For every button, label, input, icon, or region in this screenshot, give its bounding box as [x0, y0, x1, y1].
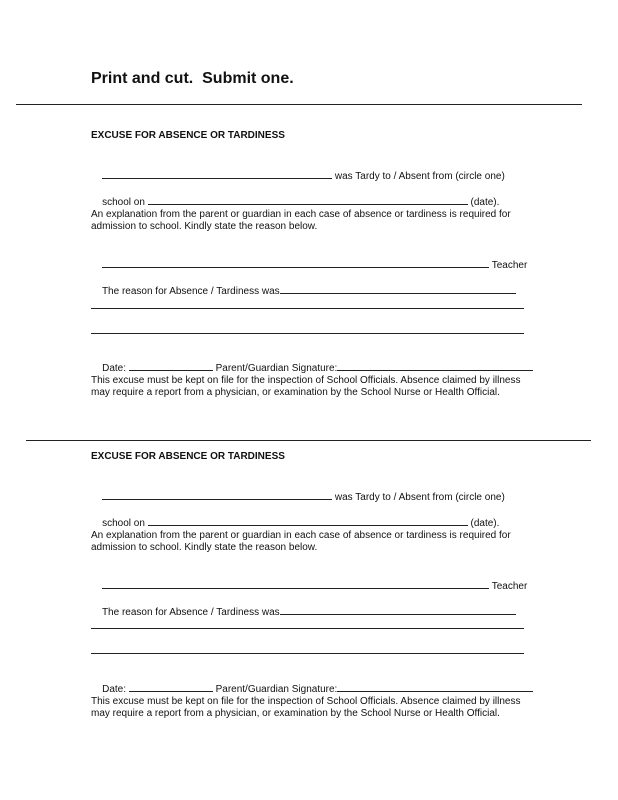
- teacher-blank[interactable]: [102, 579, 489, 589]
- teacher-label: Teacher: [489, 581, 528, 592]
- excuse-form-2: [91, 451, 531, 731]
- page-title: Print and cut. Submit one.: [91, 70, 294, 87]
- signature-blank[interactable]: [337, 361, 533, 371]
- footer-note: This excuse must be kept on file for the inspection of School Officials. Absence claimed by illness may require a report from a physician, or examination by the School Nurse or Health Official.: [91, 375, 521, 398]
- reason-line-2[interactable]: [91, 308, 524, 309]
- reason-label: The reason for Absence / Tardiness was: [101, 286, 280, 297]
- signature-label: Parent/Guardian Signature:: [212, 684, 338, 695]
- tardy-absent-label: was Tardy to / Absent from (circle one): [332, 171, 505, 182]
- reason-blank[interactable]: [280, 605, 516, 615]
- explanation-text: An explanation from the parent or guardian in each case of absence or tardiness is required for admission to school. Kindly state the reason below.: [91, 530, 511, 553]
- excuse-form-1: [91, 130, 531, 410]
- school-on-label: school on: [102, 197, 148, 208]
- student-name-blank[interactable]: [102, 490, 332, 500]
- sign-date-blank[interactable]: [129, 361, 213, 371]
- date-suffix-label: (date).: [467, 197, 500, 208]
- reason-line-3[interactable]: [91, 653, 524, 654]
- date-suffix-label: (date).: [467, 518, 500, 529]
- explanation-text: An explanation from the parent or guardian in each case of absence or tardiness is required for admission to school. Kindly state the reason below.: [91, 209, 511, 232]
- footer-note: This excuse must be kept on file for the inspection of School Officials. Absence claimed by illness may require a report from a physician, or examination by the School Nurse or Health Official.: [91, 696, 521, 719]
- date-blank[interactable]: [148, 195, 468, 205]
- reason-row: [91, 272, 516, 310]
- date-label: Date:: [102, 684, 129, 695]
- reason-line-3[interactable]: [91, 333, 524, 334]
- reason-label: The reason for Absence / Tardiness was: [101, 607, 280, 618]
- form-heading: EXCUSE FOR ABSENCE OR TARDINESS: [91, 130, 285, 141]
- cut-divider: [26, 440, 591, 441]
- signature-blank[interactable]: [337, 682, 533, 692]
- sign-date-blank[interactable]: [129, 682, 213, 692]
- date-blank[interactable]: [148, 516, 468, 526]
- form-heading: EXCUSE FOR ABSENCE OR TARDINESS: [91, 451, 285, 462]
- date-label: Date:: [102, 363, 129, 374]
- signature-label: Parent/Guardian Signature:: [212, 363, 338, 374]
- student-name-blank[interactable]: [102, 169, 332, 179]
- reason-line-2[interactable]: [91, 628, 524, 629]
- teacher-label: Teacher: [489, 260, 528, 271]
- top-divider: [16, 104, 582, 105]
- teacher-blank[interactable]: [102, 258, 489, 268]
- reason-blank[interactable]: [280, 284, 516, 294]
- reason-row: [91, 593, 516, 631]
- tardy-absent-label: was Tardy to / Absent from (circle one): [332, 492, 505, 503]
- school-on-label: school on: [102, 518, 148, 529]
